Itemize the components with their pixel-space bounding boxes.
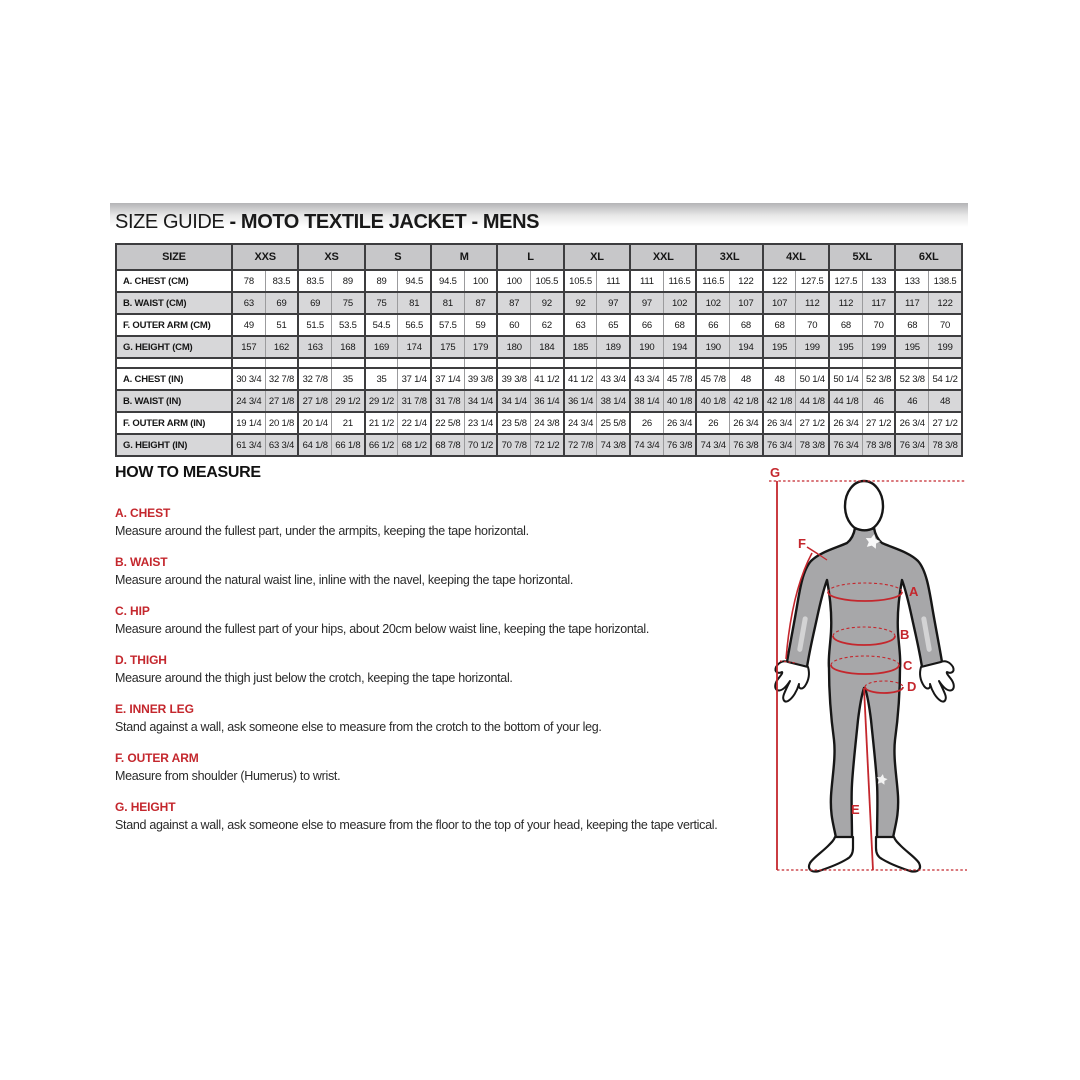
page-title — [115, 211, 539, 234]
measurement-cell: 26 — [696, 412, 729, 434]
spacer-cell — [497, 358, 530, 368]
measurement-cell: 138.5 — [929, 270, 962, 292]
measurement-cell: 190 — [630, 336, 663, 358]
measurement-cell: 107 — [763, 292, 796, 314]
measurement-cell: 53.5 — [332, 314, 365, 336]
measurement-cell: 27 1/2 — [862, 412, 895, 434]
measurement-cell: 105.5 — [531, 270, 564, 292]
measurement-cell: 107 — [730, 292, 763, 314]
table-row — [116, 368, 962, 390]
measurement-cell: 24 3/4 — [564, 412, 597, 434]
measurement-cell: 195 — [895, 336, 928, 358]
measure-instruction-text: Stand against a wall, ask someone else to measure from the floor to the top of your head, keeping the tape vertical. — [115, 818, 718, 832]
spacer-cell — [265, 358, 298, 368]
figure-right-hand — [920, 661, 954, 701]
measure-instructions-list — [115, 506, 815, 833]
measurement-cell: 38 1/4 — [630, 390, 663, 412]
measurement-cell: 70 — [862, 314, 895, 336]
figure-left-hand — [775, 661, 809, 701]
measurement-cell: 70 — [929, 314, 962, 336]
measurement-cell: 23 1/4 — [464, 412, 497, 434]
measurement-cell: 112 — [796, 292, 829, 314]
measurement-cell: 48 — [730, 368, 763, 390]
spacer-cell — [564, 358, 597, 368]
measurement-cell: 27 1/8 — [298, 390, 331, 412]
measurement-cell: 48 — [763, 368, 796, 390]
measure-instruction — [115, 506, 815, 539]
measure-instruction-label: E. INNER LEG — [115, 702, 194, 716]
measurement-cell: 22 1/4 — [398, 412, 431, 434]
table-row — [116, 314, 962, 336]
measurement-cell: 26 — [630, 412, 663, 434]
measurement-cell: 21 — [332, 412, 365, 434]
measurement-cell: 74 3/4 — [696, 434, 729, 456]
row-label: B. WAIST (IN) — [116, 390, 232, 412]
size-header-s: S — [365, 244, 431, 270]
row-label: F. OUTER ARM (IN) — [116, 412, 232, 434]
measurement-cell: 57.5 — [431, 314, 464, 336]
measurement-cell: 112 — [829, 292, 862, 314]
measurement-cell: 52 3/8 — [862, 368, 895, 390]
spacer-cell — [895, 358, 928, 368]
measurement-cell: 162 — [265, 336, 298, 358]
measurement-cell: 83.5 — [298, 270, 331, 292]
measurement-cell: 89 — [365, 270, 398, 292]
measure-instruction-text: Measure around the natural waist line, inline with the navel, keeping the tape horizontal. — [115, 573, 574, 587]
measurement-cell: 199 — [929, 336, 962, 358]
label-outer-arm: F — [798, 536, 806, 551]
measurement-cell: 76 3/8 — [663, 434, 696, 456]
row-label: A. CHEST (IN) — [116, 368, 232, 390]
measurement-cell: 78 3/8 — [862, 434, 895, 456]
measurement-cell: 31 7/8 — [398, 390, 431, 412]
measurement-cell: 111 — [630, 270, 663, 292]
measurement-cell: 68 — [663, 314, 696, 336]
measurement-cell: 74 3/4 — [630, 434, 663, 456]
measurement-cell: 22 5/8 — [431, 412, 464, 434]
measurement-cell: 72 1/2 — [531, 434, 564, 456]
measure-instruction — [115, 800, 815, 833]
measurement-cell: 76 3/8 — [730, 434, 763, 456]
measurement-cell: 44 1/8 — [829, 390, 862, 412]
measurement-cell: 44 1/8 — [796, 390, 829, 412]
label-waist: B — [900, 627, 910, 642]
measurement-cell: 74 3/8 — [597, 434, 630, 456]
measurement-cell: 62 — [531, 314, 564, 336]
measurement-cell: 27 1/2 — [796, 412, 829, 434]
how-to-measure-heading: HOW TO MEASURE — [115, 464, 261, 481]
measurement-figure — [752, 448, 977, 885]
measurement-cell: 68 — [829, 314, 862, 336]
row-label: G. HEIGHT (CM) — [116, 336, 232, 358]
measurement-cell: 66 1/2 — [365, 434, 398, 456]
measurement-cell: 36 1/4 — [564, 390, 597, 412]
measurement-cell: 50 1/4 — [829, 368, 862, 390]
measurement-cell: 43 3/4 — [597, 368, 630, 390]
measure-instruction-label: C. HIP — [115, 604, 150, 618]
measurement-cell: 127.5 — [829, 270, 862, 292]
size-header-xxl: XXL — [630, 244, 696, 270]
measurement-cell: 46 — [895, 390, 928, 412]
table-row — [116, 270, 962, 292]
spacer-cell — [663, 358, 696, 368]
spacer-cell — [929, 358, 962, 368]
measurement-cell: 35 — [365, 368, 398, 390]
measurement-cell: 23 5/8 — [497, 412, 530, 434]
measurement-cell: 169 — [365, 336, 398, 358]
measurement-cell: 41 1/2 — [564, 368, 597, 390]
table-row — [116, 292, 962, 314]
measurement-cell: 45 7/8 — [663, 368, 696, 390]
spacer-cell — [696, 358, 729, 368]
measurement-cell: 122 — [730, 270, 763, 292]
measurement-cell: 89 — [332, 270, 365, 292]
measurement-cell: 76 3/4 — [763, 434, 796, 456]
measurement-cell: 87 — [497, 292, 530, 314]
measure-instruction-label: A. CHEST — [115, 506, 171, 520]
measurement-cell: 37 1/4 — [431, 368, 464, 390]
measure-instruction-label: B. WAIST — [115, 555, 168, 569]
table-row — [116, 336, 962, 358]
size-header-l: L — [497, 244, 563, 270]
size-column-header: SIZE — [116, 244, 232, 270]
measurement-cell: 52 3/8 — [895, 368, 928, 390]
measurement-cell: 69 — [265, 292, 298, 314]
size-table-container — [115, 243, 963, 457]
measurement-cell: 61 3/4 — [232, 434, 265, 456]
measurement-cell: 175 — [431, 336, 464, 358]
label-hip: C — [903, 658, 913, 673]
measurement-cell: 70 1/2 — [464, 434, 497, 456]
spacer-cell — [597, 358, 630, 368]
spacer-cell — [431, 358, 464, 368]
table-row — [116, 412, 962, 434]
measurement-cell: 122 — [929, 292, 962, 314]
page-title-prefix: SIZE GUIDE — [115, 211, 230, 233]
figure-left-foot — [809, 837, 853, 872]
measurement-cell: 46 — [862, 390, 895, 412]
measurement-cell: 32 7/8 — [298, 368, 331, 390]
measurement-cell: 54 1/2 — [929, 368, 962, 390]
body-diagram — [752, 448, 977, 885]
measurement-cell: 30 3/4 — [232, 368, 265, 390]
spacer-cell — [116, 358, 232, 368]
measurement-cell: 43 3/4 — [630, 368, 663, 390]
measurement-cell: 49 — [232, 314, 265, 336]
measurement-cell: 63 3/4 — [265, 434, 298, 456]
row-label: B. WAIST (CM) — [116, 292, 232, 314]
measurement-cell: 21 1/2 — [365, 412, 398, 434]
size-header-3xl: 3XL — [696, 244, 762, 270]
measurement-cell: 194 — [663, 336, 696, 358]
measurement-cell: 68 — [895, 314, 928, 336]
measurement-cell: 122 — [763, 270, 796, 292]
measurement-cell: 19 1/4 — [232, 412, 265, 434]
measurement-cell: 184 — [531, 336, 564, 358]
measurement-cell: 100 — [464, 270, 497, 292]
measurement-cell: 94.5 — [398, 270, 431, 292]
spacer-cell — [365, 358, 398, 368]
measurement-cell: 24 3/4 — [232, 390, 265, 412]
spacer-cell — [298, 358, 331, 368]
measurement-cell: 68 1/2 — [398, 434, 431, 456]
size-header-4xl: 4XL — [763, 244, 829, 270]
measurement-cell: 42 1/8 — [730, 390, 763, 412]
measurement-cell: 26 3/4 — [763, 412, 796, 434]
measurement-cell: 39 3/8 — [464, 368, 497, 390]
measurement-cell: 51 — [265, 314, 298, 336]
measure-instruction — [115, 604, 815, 637]
size-header-xs: XS — [298, 244, 364, 270]
size-header-xxs: XXS — [232, 244, 298, 270]
measure-instruction-text: Measure around the thigh just below the crotch, keeping the tape horizontal. — [115, 671, 513, 685]
measurement-cell: 180 — [497, 336, 530, 358]
measurement-cell: 66 1/8 — [332, 434, 365, 456]
measurement-cell: 76 3/4 — [895, 434, 928, 456]
spacer-cell — [232, 358, 265, 368]
size-header-6xl: 6XL — [895, 244, 962, 270]
table-row — [116, 390, 962, 412]
measurement-cell: 36 1/4 — [531, 390, 564, 412]
measurement-cell: 111 — [597, 270, 630, 292]
measurement-cell: 78 3/8 — [929, 434, 962, 456]
measurement-cell: 31 7/8 — [431, 390, 464, 412]
measurement-cell: 63 — [232, 292, 265, 314]
measurement-cell: 190 — [696, 336, 729, 358]
measurement-cell: 39 3/8 — [497, 368, 530, 390]
measurement-cell: 40 1/8 — [696, 390, 729, 412]
measurement-cell: 27 1/2 — [929, 412, 962, 434]
measurement-cell: 157 — [232, 336, 265, 358]
measurement-cell: 68 — [730, 314, 763, 336]
spacer-row — [116, 358, 962, 368]
measure-instruction-text: Measure around the fullest part, under the armpits, keeping the tape horizontal. — [115, 524, 529, 538]
measurement-cell: 26 3/4 — [663, 412, 696, 434]
measurement-cell: 87 — [464, 292, 497, 314]
figure-right-foot — [876, 837, 920, 872]
measurement-cell: 97 — [597, 292, 630, 314]
measurement-cell: 60 — [497, 314, 530, 336]
measurement-cell: 50 1/4 — [796, 368, 829, 390]
measure-instruction-label: D. THIGH — [115, 653, 167, 667]
size-table — [115, 243, 963, 457]
measurement-cell: 26 3/4 — [730, 412, 763, 434]
measurement-cell: 42 1/8 — [763, 390, 796, 412]
row-label: F. OUTER ARM (CM) — [116, 314, 232, 336]
measurement-cell: 41 1/2 — [531, 368, 564, 390]
measurement-cell: 66 — [696, 314, 729, 336]
measurement-cell: 94.5 — [431, 270, 464, 292]
measurement-cell: 70 7/8 — [497, 434, 530, 456]
measurement-cell: 185 — [564, 336, 597, 358]
size-header-xl: XL — [564, 244, 630, 270]
measurement-cell: 26 3/4 — [829, 412, 862, 434]
measurement-cell: 64 1/8 — [298, 434, 331, 456]
figure-body — [787, 528, 942, 838]
spacer-cell — [398, 358, 431, 368]
measurement-cell: 45 7/8 — [696, 368, 729, 390]
measurement-cell: 117 — [862, 292, 895, 314]
measurement-cell: 81 — [431, 292, 464, 314]
measurement-cell: 100 — [497, 270, 530, 292]
measurement-cell: 40 1/8 — [663, 390, 696, 412]
measurement-cell: 75 — [365, 292, 398, 314]
size-header-5xl: 5XL — [829, 244, 895, 270]
label-height: G — [770, 465, 781, 480]
size-header-m: M — [431, 244, 497, 270]
measurement-cell: 72 7/8 — [564, 434, 597, 456]
measurement-cell: 69 — [298, 292, 331, 314]
measurement-cell: 133 — [862, 270, 895, 292]
measurement-cell: 70 — [796, 314, 829, 336]
measurement-cell: 127.5 — [796, 270, 829, 292]
size-header-row — [116, 244, 962, 270]
measurement-cell: 92 — [531, 292, 564, 314]
measurement-cell: 189 — [597, 336, 630, 358]
measurement-cell: 68 7/8 — [431, 434, 464, 456]
measurement-cell: 81 — [398, 292, 431, 314]
measurement-cell: 116.5 — [663, 270, 696, 292]
measurement-cell: 199 — [862, 336, 895, 358]
row-label: G. HEIGHT (IN) — [116, 434, 232, 456]
measurement-cell: 199 — [796, 336, 829, 358]
measurement-cell: 29 1/2 — [365, 390, 398, 412]
measure-instruction-text: Measure around the fullest part of your hips, about 20cm below waist line, keeping the tape horizontal. — [115, 622, 650, 636]
measurement-cell: 117 — [895, 292, 928, 314]
measurement-cell: 56.5 — [398, 314, 431, 336]
measure-instruction-text: Measure from shoulder (Humerus) to wrist. — [115, 769, 341, 783]
measurement-cell: 65 — [597, 314, 630, 336]
measurement-cell: 102 — [696, 292, 729, 314]
measurement-cell: 68 — [763, 314, 796, 336]
measurement-cell: 29 1/2 — [332, 390, 365, 412]
measurement-cell: 35 — [332, 368, 365, 390]
measurement-cell: 75 — [332, 292, 365, 314]
measure-instruction-label: G. HEIGHT — [115, 800, 176, 814]
measurement-cell: 168 — [332, 336, 365, 358]
measurement-cell: 20 1/8 — [265, 412, 298, 434]
measurement-cell: 25 5/8 — [597, 412, 630, 434]
how-to-measure-section — [115, 464, 815, 849]
measurement-cell: 78 — [232, 270, 265, 292]
measurement-cell: 195 — [763, 336, 796, 358]
measurement-cell: 27 1/8 — [265, 390, 298, 412]
measurement-cell: 59 — [464, 314, 497, 336]
measure-instruction — [115, 702, 815, 735]
measure-instruction — [115, 751, 815, 784]
measurement-cell: 66 — [630, 314, 663, 336]
measurement-cell: 26 3/4 — [895, 412, 928, 434]
measure-instruction — [115, 555, 815, 588]
measurement-cell: 20 1/4 — [298, 412, 331, 434]
measurement-cell: 48 — [929, 390, 962, 412]
measurement-cell: 105.5 — [564, 270, 597, 292]
measurement-cell: 97 — [630, 292, 663, 314]
spacer-cell — [332, 358, 365, 368]
measurement-cell: 32 7/8 — [265, 368, 298, 390]
spacer-cell — [796, 358, 829, 368]
measure-instruction — [115, 653, 815, 686]
measurement-cell: 133 — [895, 270, 928, 292]
measure-instruction-label: F. OUTER ARM — [115, 751, 199, 765]
measure-instruction-text: Stand against a wall, ask someone else to measure from the crotch to the bottom of your leg. — [115, 720, 602, 734]
measurement-cell: 83.5 — [265, 270, 298, 292]
measurement-cell: 34 1/4 — [464, 390, 497, 412]
measurement-cell: 63 — [564, 314, 597, 336]
measurement-cell: 102 — [663, 292, 696, 314]
label-thigh: D — [907, 679, 917, 694]
measurement-cell: 37 1/4 — [398, 368, 431, 390]
spacer-cell — [630, 358, 663, 368]
outer-arm-top-tick — [807, 547, 818, 554]
measurement-cell: 195 — [829, 336, 862, 358]
page-title-main: - MOTO TEXTILE JACKET - MENS — [229, 211, 540, 233]
measurement-cell: 92 — [564, 292, 597, 314]
row-label: A. CHEST (CM) — [116, 270, 232, 292]
measurement-cell: 54.5 — [365, 314, 398, 336]
spacer-cell — [464, 358, 497, 368]
label-inner-leg: E — [851, 802, 860, 817]
spacer-cell — [763, 358, 796, 368]
spacer-cell — [862, 358, 895, 368]
measurement-cell: 163 — [298, 336, 331, 358]
measurement-cell: 38 1/4 — [597, 390, 630, 412]
measurement-cell: 116.5 — [696, 270, 729, 292]
measurement-cell: 24 3/8 — [531, 412, 564, 434]
measurement-cell: 51.5 — [298, 314, 331, 336]
spacer-cell — [829, 358, 862, 368]
measurement-cell: 179 — [464, 336, 497, 358]
measurement-cell: 78 3/8 — [796, 434, 829, 456]
measurement-cell: 194 — [730, 336, 763, 358]
spacer-cell — [730, 358, 763, 368]
measurement-cell: 174 — [398, 336, 431, 358]
measurement-cell: 76 3/4 — [829, 434, 862, 456]
spacer-cell — [531, 358, 564, 368]
measurement-cell: 34 1/4 — [497, 390, 530, 412]
figure-head — [845, 481, 883, 531]
label-chest: A — [909, 584, 919, 599]
